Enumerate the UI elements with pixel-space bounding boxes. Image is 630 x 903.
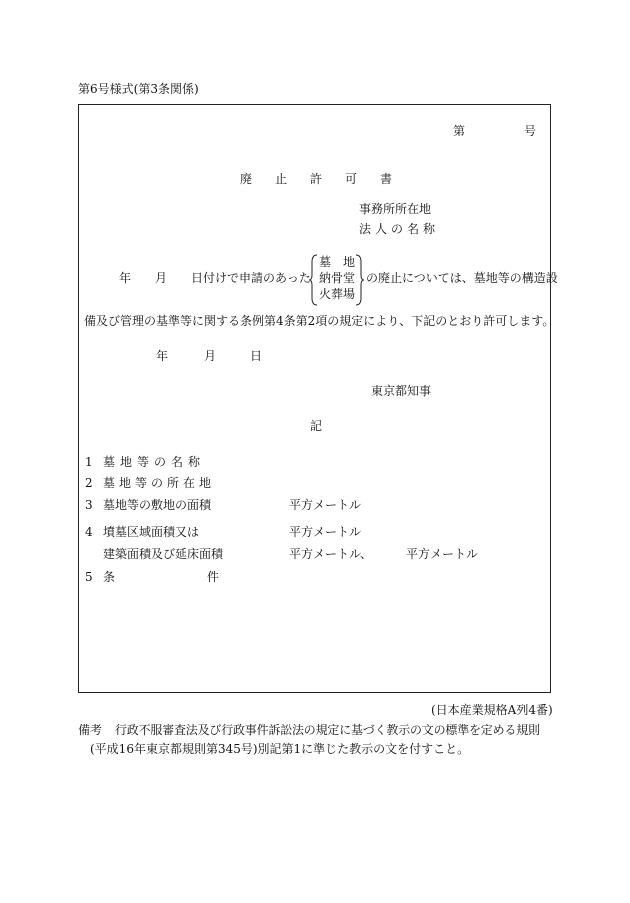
item-5-label-b: 件 bbox=[207, 570, 220, 584]
remarks-line-1: 行政不服審査法及び行政事件訴訟法の規定に基づく教示の文の標準を定める規則 bbox=[115, 723, 540, 737]
item-3-unit: 平方メートル bbox=[289, 498, 362, 512]
item-3-label: 墓地等の敷地の面積 bbox=[103, 498, 212, 512]
item-4b-unit-2: 平方メートル bbox=[406, 547, 479, 561]
item-1-label: 墓地等の名称 bbox=[103, 455, 206, 469]
item-4b-unit-1: 平方メートル、 bbox=[289, 547, 373, 561]
remarks-line-2: (平成16年東京都規則第345号)別記第1に準じた教示の文を付すこと。 bbox=[90, 742, 470, 756]
corporation-name-label: 法人の名称 bbox=[359, 222, 440, 236]
application-year: 年 bbox=[119, 271, 132, 285]
number-dai: 第 bbox=[453, 124, 466, 138]
item-5-number: 5 bbox=[85, 570, 93, 584]
item-2-number: 2 bbox=[85, 476, 93, 490]
option-cemetery: 墓 地 bbox=[319, 255, 356, 269]
option-crematorium: 火葬場 bbox=[319, 287, 356, 301]
title-char: 止 bbox=[275, 172, 288, 186]
issuer: 東京都知事 bbox=[371, 384, 432, 398]
application-tail: の廃止については、墓地等の構造設 bbox=[366, 271, 558, 285]
title-char: 可 bbox=[345, 172, 358, 186]
option-ossuary: 納骨堂 bbox=[319, 271, 356, 285]
remarks-head: 備考 bbox=[78, 723, 103, 737]
form-frame bbox=[78, 104, 551, 693]
form-label: 第6号様式(第3条関係) bbox=[78, 82, 199, 96]
title-char: 許 bbox=[310, 172, 323, 186]
office-address-label: 事務所所在地 bbox=[359, 202, 432, 216]
item-4-unit: 平方メートル bbox=[289, 525, 362, 539]
item-4b-label: 建築面積及び延床面積 bbox=[103, 547, 224, 561]
item-5-label-a: 条 bbox=[103, 570, 116, 584]
title-char: 書 bbox=[380, 172, 393, 186]
date-day: 日 bbox=[250, 349, 263, 363]
item-4-label: 墳墓区域面積又は bbox=[103, 525, 200, 539]
number-go: 号 bbox=[524, 124, 537, 138]
application-month: 月 bbox=[155, 271, 168, 285]
item-1-number: 1 bbox=[85, 455, 93, 469]
paper-size-note: (日本産業規格A列4番) bbox=[431, 703, 553, 717]
body-line-2: 備及び管理の基準等に関する条例第4条第2項の規定により、下記のとおり許可します。 bbox=[84, 314, 555, 328]
title-char: 廃 bbox=[240, 172, 253, 186]
application-lead: 日付けで申請のあった bbox=[191, 271, 311, 285]
ki-heading: 記 bbox=[310, 419, 323, 433]
date-month: 月 bbox=[204, 349, 217, 363]
date-year: 年 bbox=[156, 349, 169, 363]
left-brace bbox=[309, 254, 319, 306]
item-4-number: 4 bbox=[85, 525, 93, 539]
right-brace bbox=[355, 254, 365, 306]
item-3-number: 3 bbox=[85, 498, 93, 512]
item-2-label: 墓地等の所在地 bbox=[103, 476, 216, 490]
